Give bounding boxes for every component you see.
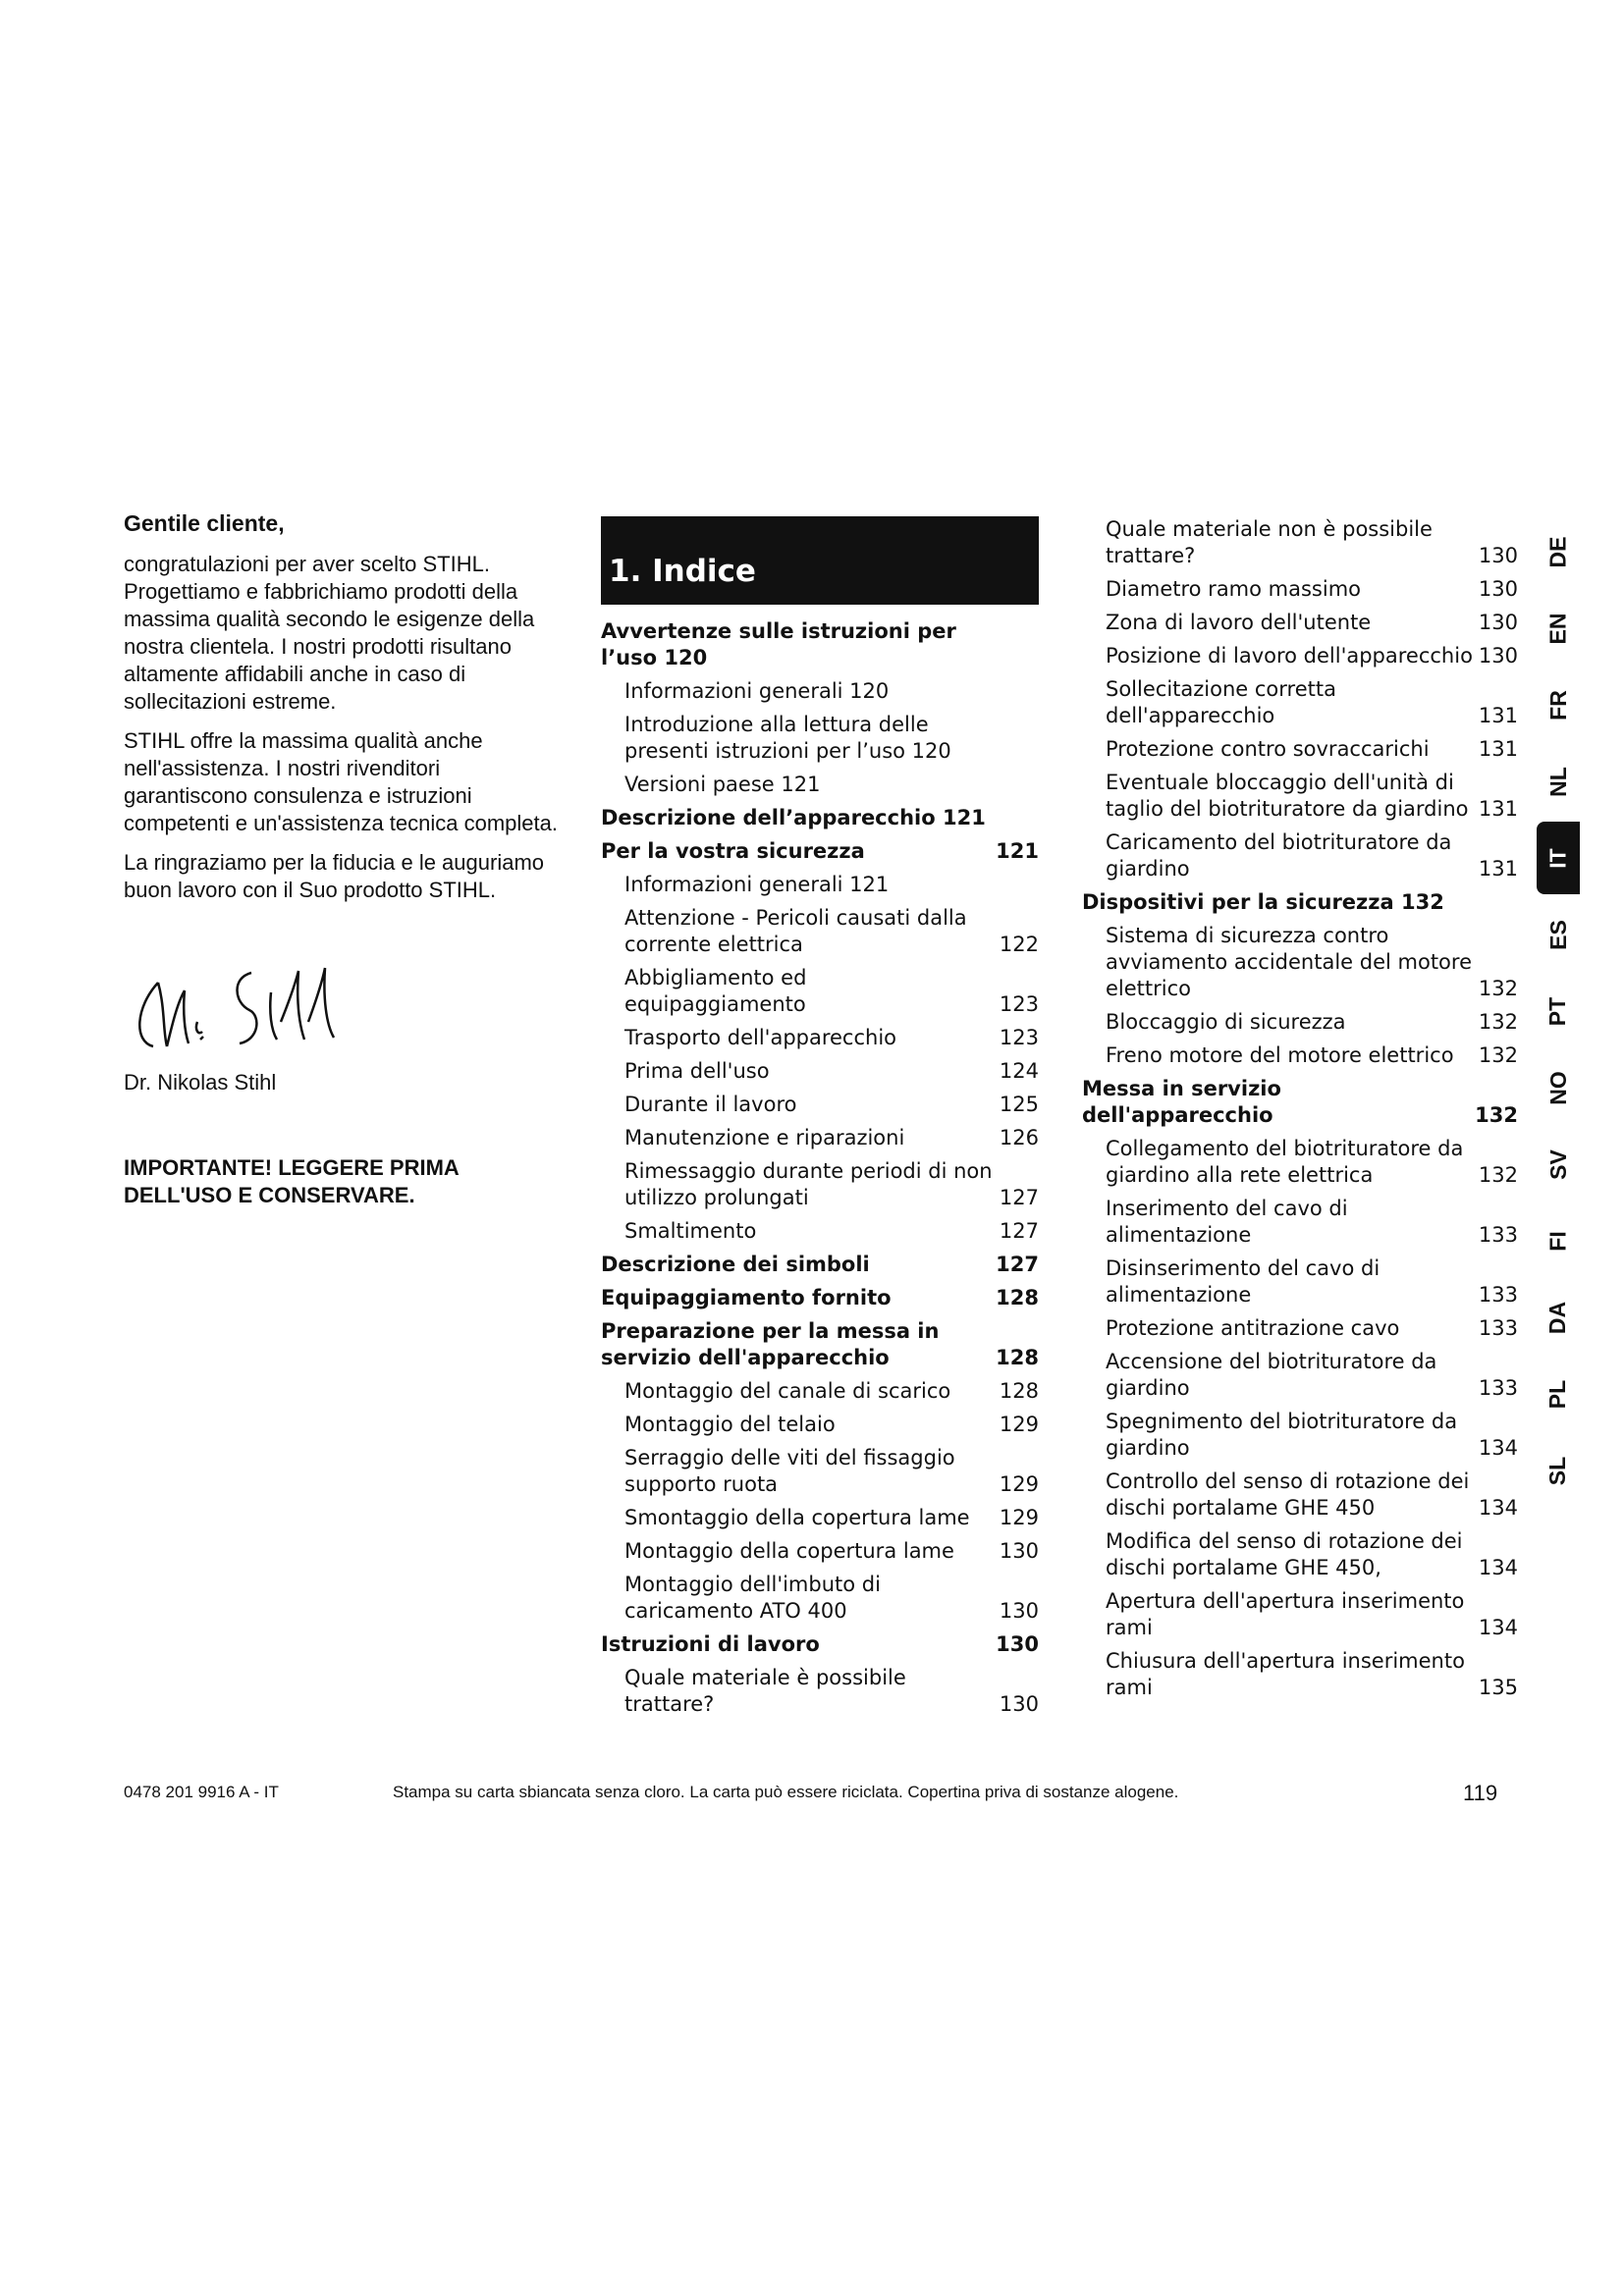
toc-entry-page: 130: [1478, 544, 1518, 567]
toc-entry[interactable]: [601, 1125, 1039, 1151]
toc-entry-title: Introduzione alla lettura delle presenti istruzioni per l’uso 120: [624, 713, 951, 763]
toc-entry-title: Serraggio delle viti del fissaggio supporto ruota: [624, 1446, 955, 1496]
language-tab-no[interactable]: [1537, 1060, 1580, 1115]
toc-entry[interactable]: [1082, 1349, 1518, 1402]
language-tab-label: PT: [1544, 996, 1571, 1026]
language-tab-it[interactable]: [1537, 822, 1580, 894]
welcome-letter: [124, 510, 566, 1209]
toc-entry-title: Montaggio del canale di scarico: [624, 1379, 951, 1403]
toc-entry[interactable]: [601, 1412, 1039, 1438]
toc-entry-page: 130: [999, 1539, 1039, 1563]
toc-entry-title: Attenzione - Pericoli causati dalla corrente elettrica: [624, 906, 967, 956]
toc-entry-page: 127: [999, 1186, 1039, 1209]
toc-entry[interactable]: [1082, 1009, 1518, 1036]
language-tab-fi[interactable]: [1537, 1213, 1580, 1268]
toc-entry-page: 123: [999, 1026, 1039, 1049]
toc-entry-page: 122: [999, 933, 1039, 956]
toc-entry[interactable]: [1082, 829, 1518, 882]
language-tab-fr[interactable]: [1537, 677, 1580, 732]
toc-entry[interactable]: [601, 805, 1039, 831]
language-tab-label: NL: [1544, 766, 1571, 797]
language-tab-pl[interactable]: [1537, 1366, 1580, 1421]
toc-entry-title: Montaggio della copertura lame: [624, 1539, 954, 1563]
toc-entry-page: 132: [1478, 1163, 1518, 1187]
letter-greeting: Gentile cliente,: [124, 510, 285, 536]
toc-entry-page: 132: [1478, 977, 1518, 1000]
language-tab-label: EN: [1544, 613, 1571, 644]
toc-entry[interactable]: [601, 1158, 1039, 1211]
toc-entry-page: 133: [1478, 1223, 1518, 1247]
toc-entry[interactable]: [601, 1285, 1039, 1311]
toc-entry[interactable]: [601, 772, 1039, 798]
document-code: 0478 201 9916 A - IT: [124, 1783, 279, 1801]
toc-entry-title: Descrizione dell’apparecchio 121: [601, 806, 986, 829]
toc-entry-title: Informazioni generali 120: [624, 679, 890, 703]
toc-entry-title: Bloccaggio di sicurezza: [1106, 1010, 1346, 1034]
toc-entry-title: Durante il lavoro: [624, 1093, 797, 1116]
toc-entry-title: Versioni paese 121: [624, 773, 821, 796]
toc-entry[interactable]: [1082, 1255, 1518, 1308]
toc-entry[interactable]: [601, 1378, 1039, 1405]
toc-entry-page: 126: [999, 1126, 1039, 1149]
language-tab-pt[interactable]: [1537, 984, 1580, 1039]
toc-entry[interactable]: [1082, 1196, 1518, 1249]
page-number: 119: [1463, 1781, 1498, 1805]
toc-entry-title: Prima dell'uso: [624, 1059, 770, 1083]
language-tab-label: FR: [1544, 689, 1571, 721]
toc-entry[interactable]: [601, 1218, 1039, 1245]
toc-entry-title: Equipaggiamento fornito: [601, 1286, 892, 1309]
toc-entry-page: 128: [996, 1286, 1039, 1309]
toc-entry-page: 130: [999, 1599, 1039, 1623]
toc-entry[interactable]: [601, 1252, 1039, 1278]
language-tab-en[interactable]: [1537, 601, 1580, 656]
toc-entry-title: Accensione del biotrituratore da giardino: [1106, 1350, 1437, 1400]
toc-entry-title: Zona di lavoro dell'utente: [1106, 611, 1372, 634]
toc-entry-page: 132: [1478, 1010, 1518, 1034]
page-footer: [124, 1781, 1518, 1810]
toc-entry[interactable]: [601, 1445, 1039, 1498]
toc-entry[interactable]: [1082, 676, 1518, 729]
toc-entry[interactable]: [1082, 1648, 1518, 1701]
toc-entry-title: Collegamento del biotrituratore da giardino alla rete elettrica: [1106, 1137, 1464, 1187]
toc-entry[interactable]: [1082, 1468, 1518, 1522]
toc-entry-title: Montaggio dell'imbuto di caricamento ATO 400: [624, 1573, 881, 1623]
toc-entry-title: Istruzioni di lavoro: [601, 1632, 820, 1656]
toc-entry[interactable]: [1082, 1136, 1518, 1189]
toc-entry-page: 127: [999, 1219, 1039, 1243]
language-tab-label: PL: [1544, 1379, 1571, 1409]
toc-entry[interactable]: [601, 678, 1039, 705]
language-tab-label: SL: [1544, 1456, 1571, 1485]
paper-note: Stampa su carta sbiancata senza cloro. La carta può essere riciclata. Copertina priva di sostanze alogene.: [393, 1783, 1179, 1801]
toc-entry-title: Smontaggio della copertura lame: [624, 1506, 970, 1529]
toc-entry[interactable]: [601, 1092, 1039, 1118]
toc-entry-title: Diametro ramo massimo: [1106, 577, 1362, 601]
toc-entry[interactable]: [1082, 770, 1518, 823]
language-tab-da[interactable]: [1537, 1290, 1580, 1345]
language-tab-label: FI: [1544, 1230, 1571, 1252]
toc-entry[interactable]: [601, 1631, 1039, 1658]
toc-entry[interactable]: [601, 712, 1039, 765]
toc-entry-page: 121: [996, 839, 1039, 863]
toc-entry[interactable]: [601, 1318, 1039, 1371]
toc-entry-title: Avvertenze sulle istruzioni per l’uso 120: [601, 619, 956, 669]
toc-entry-title: Trasporto dell'apparecchio: [624, 1026, 897, 1049]
handwritten-signature: [124, 953, 359, 1061]
toc-entry-title: Quale materiale è possibile trattare?: [624, 1666, 906, 1716]
toc-entry-title: Descrizione dei simboli: [601, 1253, 870, 1276]
toc-entry-title: Apertura dell'apertura inserimento rami: [1106, 1589, 1465, 1639]
toc-entry-title: Disinserimento del cavo di alimentazione: [1106, 1256, 1380, 1307]
toc-entry-title: Chiusura dell'apertura inserimento rami: [1106, 1649, 1465, 1699]
letter-paragraph: STIHL offre la massima qualità anche nell'assistenza. I nostri rivenditori garantiscono consulenza e istruzioni competenti e un'assistenza tecnica completa.: [124, 728, 558, 835]
toc-entry-page: 128: [996, 1346, 1039, 1369]
toc-entry-title: Posizione di lavoro dell'apparecchio: [1106, 644, 1473, 667]
toc-entry[interactable]: [1082, 516, 1518, 569]
toc-entry-page: 129: [999, 1506, 1039, 1529]
toc-entry-page: 133: [1478, 1376, 1518, 1400]
toc-entry[interactable]: [1082, 1528, 1518, 1581]
toc-entry[interactable]: [601, 1665, 1039, 1718]
toc-entry-title: Montaggio del telaio: [624, 1413, 836, 1436]
toc-entry-title: Protezione antitrazione cavo: [1106, 1316, 1400, 1340]
toc-entry-title: Abbigliamento ed equipaggiamento: [624, 966, 807, 1016]
language-tab-sl[interactable]: [1537, 1443, 1580, 1498]
toc-entry-title: Protezione contro sovraccarichi: [1106, 737, 1430, 761]
toc-entry-title: Eventuale bloccaggio dell'unità di taglio del biotrituratore da giardino: [1106, 771, 1469, 821]
toc-entry-page: 131: [1478, 857, 1518, 881]
toc-entry-title: Informazioni generali 121: [624, 873, 890, 896]
toc-entry-page: 133: [1478, 1316, 1518, 1340]
toc-entry[interactable]: [1082, 889, 1518, 916]
toc-entry-page: 123: [999, 992, 1039, 1016]
letter-paragraph: La ringraziamo per la fiducia e le auguriamo buon lavoro con il Suo prodotto STIHL.: [124, 850, 545, 902]
toc-entry-page: 134: [1478, 1616, 1518, 1639]
toc-entry[interactable]: [1082, 643, 1518, 669]
signer-name: Dr. Nikolas Stihl: [124, 1070, 277, 1095]
toc-entry-page: 130: [999, 1692, 1039, 1716]
language-tab-de[interactable]: [1537, 524, 1580, 579]
toc-entry[interactable]: [1082, 610, 1518, 636]
language-tab-sv[interactable]: [1537, 1137, 1580, 1192]
toc-title: 1. Indice: [601, 516, 1039, 605]
toc-entry-title: Dispositivi per la sicurezza 132: [1082, 890, 1444, 914]
language-tab-label: IT: [1544, 847, 1571, 869]
toc-entry[interactable]: [601, 618, 1039, 671]
toc-entry-title: Modifica del senso di rotazione dei dischi portalame GHE 450,: [1106, 1529, 1463, 1579]
toc-entry-title: Inserimento del cavo di alimentazione: [1106, 1197, 1348, 1247]
toc-entry-title: Caricamento del biotrituratore da giardino: [1106, 830, 1452, 881]
toc-entry-page: 127: [996, 1253, 1039, 1276]
language-tab-label: NO: [1544, 1070, 1571, 1105]
toc-entry-title: Rimessaggio durante periodi di non utilizzo prolungati: [624, 1159, 993, 1209]
toc-entry[interactable]: [601, 965, 1039, 1018]
language-tab-label: ES: [1544, 919, 1571, 950]
toc-entry-title: Manutenzione e riparazioni: [624, 1126, 905, 1149]
toc-entry-page: 128: [999, 1379, 1039, 1403]
toc-entry-page: 134: [1478, 1436, 1518, 1460]
toc-entry-page: 129: [999, 1413, 1039, 1436]
toc-entry-page: 130: [1478, 644, 1518, 667]
toc-entry[interactable]: [601, 1505, 1039, 1531]
toc-entry-page: 130: [1478, 611, 1518, 634]
toc-entry[interactable]: [601, 1058, 1039, 1085]
toc-entry-page: 125: [999, 1093, 1039, 1116]
toc-entry[interactable]: [1082, 1409, 1518, 1462]
toc-entry-title: Freno motore del motore elettrico: [1106, 1043, 1454, 1067]
toc-entry-title: Controllo del senso di rotazione dei dischi portalame GHE 450: [1106, 1469, 1470, 1520]
toc-entry-page: 132: [1478, 1043, 1518, 1067]
toc-entry-title: Preparazione per la messa in servizio dell'apparecchio: [601, 1319, 940, 1369]
toc-entry-title: Per la vostra sicurezza: [601, 839, 865, 863]
toc-entry-title: Messa in servizio dell'apparecchio: [1082, 1077, 1281, 1127]
toc-entry-page: 124: [999, 1059, 1039, 1083]
toc-entry[interactable]: [1082, 736, 1518, 763]
toc-entry[interactable]: [1082, 1315, 1518, 1342]
toc-entry[interactable]: [1082, 1076, 1518, 1129]
toc-entry-page: 129: [999, 1472, 1039, 1496]
letter-paragraph: congratulazioni per aver scelto STIHL. Progettiamo e fabbrichiamo prodotti della massima qualità secondo le esigenze della nostra clientela. I nostri prodotti risultano altamente affidabili anche in caso di sollecitazioni estreme.: [124, 552, 535, 714]
language-tab-label: DE: [1544, 536, 1571, 567]
toc-entry-title: Spegnimento del biotrituratore da giardino: [1106, 1410, 1458, 1460]
toc-entry-page: 132: [1475, 1103, 1518, 1127]
toc-entry[interactable]: [601, 1572, 1039, 1625]
toc-entry[interactable]: [601, 1538, 1039, 1565]
toc-entry-page: 133: [1478, 1283, 1518, 1307]
toc-entry-title: Quale materiale non è possibile trattare?: [1106, 517, 1433, 567]
language-tab-label: SV: [1544, 1148, 1571, 1180]
toc-entry-title: Sollecitazione corretta dell'apparecchio: [1106, 677, 1336, 727]
language-tab-nl[interactable]: [1537, 754, 1580, 809]
toc-entry-page: 131: [1478, 704, 1518, 727]
toc-entry-page: 130: [996, 1632, 1039, 1656]
toc-entry[interactable]: [601, 1025, 1039, 1051]
toc-column-2: [1082, 516, 1518, 1708]
toc-entry-page: 134: [1478, 1556, 1518, 1579]
toc-entry-title: Sistema di sicurezza contro avviamento accidentale del motore elettrico: [1106, 924, 1472, 1000]
language-tab-label: DA: [1544, 1301, 1571, 1334]
toc-entry-page: 130: [1478, 577, 1518, 601]
toc-entry[interactable]: [601, 872, 1039, 898]
important-notice: IMPORTANTE! LEGGERE PRIMA DELL'USO E CONSERVARE.: [124, 1155, 459, 1207]
toc-entry-page: 134: [1478, 1496, 1518, 1520]
toc-entry[interactable]: [601, 838, 1039, 865]
language-tabs: [1537, 524, 1580, 1520]
language-tab-es[interactable]: [1537, 907, 1580, 962]
toc-entry[interactable]: [601, 905, 1039, 958]
toc-entry-page: 131: [1478, 797, 1518, 821]
toc-entry[interactable]: [1082, 1588, 1518, 1641]
toc-entry-page: 131: [1478, 737, 1518, 761]
toc-entry[interactable]: [1082, 576, 1518, 603]
toc-entry-title: Smaltimento: [624, 1219, 757, 1243]
toc-column-1: [601, 516, 1039, 1725]
toc-entry[interactable]: [1082, 1042, 1518, 1069]
toc-entry[interactable]: [1082, 923, 1518, 1002]
toc-entry-page: 135: [1478, 1676, 1518, 1699]
